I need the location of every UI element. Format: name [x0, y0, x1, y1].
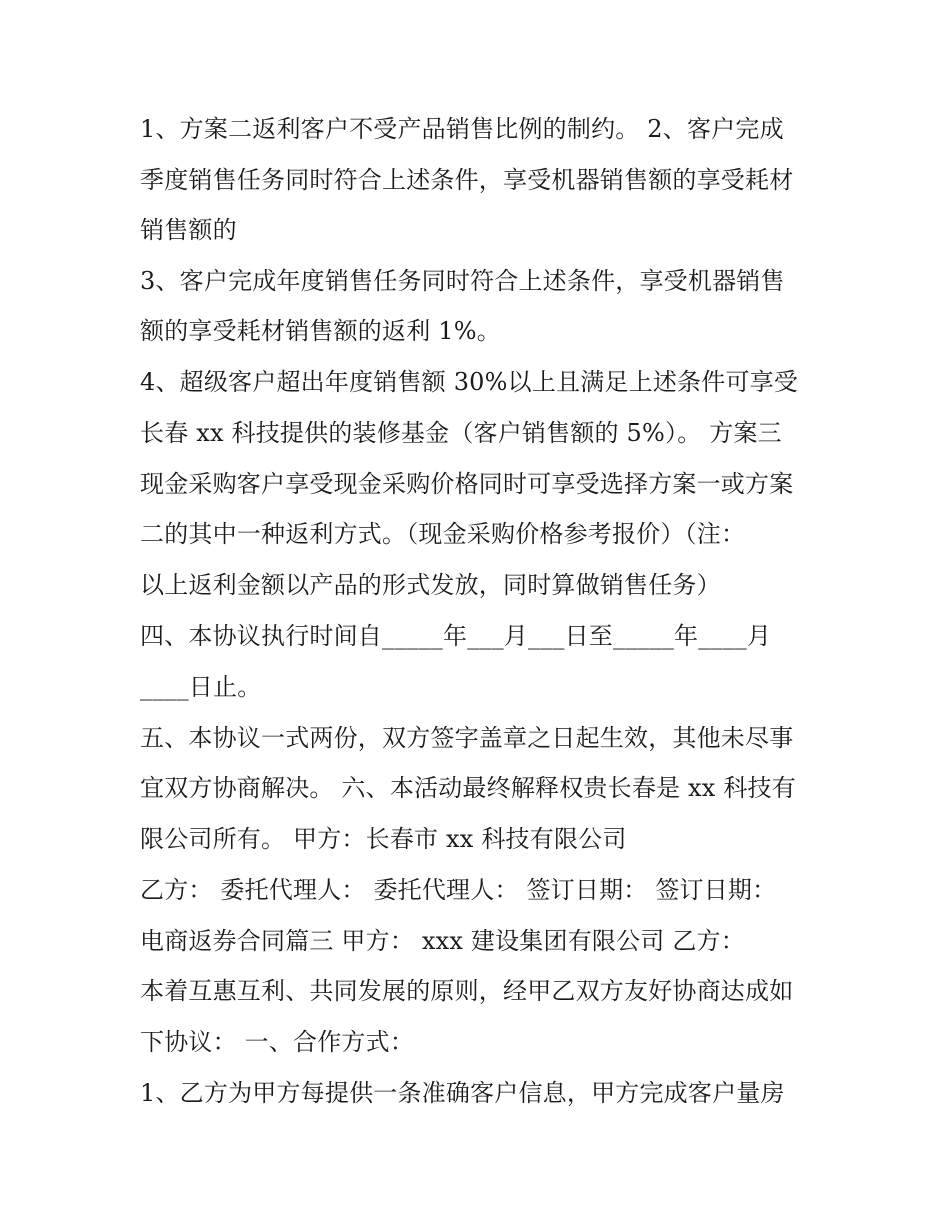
text-line: 五、本协议一式两份，双方签字盖章之日起生效，其他未尽事: [140, 724, 794, 752]
text-line: 电商返券合同篇三 甲方： xxx 建设集团有限公司 乙方：: [140, 927, 745, 955]
text-line: 下协议： 一、合作方式：: [140, 1028, 415, 1056]
text-line: 3、客户完成年度销售任务同时符合上述条件，享受机器销售: [140, 267, 785, 295]
text-line: 现金采购客户享受现金采购价格同时可享受选择方案一或方案: [140, 470, 794, 498]
text-line: ____日止。: [140, 673, 262, 701]
text-line: 本着互惠互利、共同发展的原则，经甲乙双方友好协商达成如: [140, 977, 794, 1005]
text-line: 二的其中一种返利方式。（现金采购价格参考报价）（注：: [140, 520, 746, 548]
text-line: 额的享受耗材销售额的返利 1%。: [140, 317, 501, 345]
text-line: 季度销售任务同时符合上述条件，享受机器销售额的享受耗材: [140, 166, 794, 194]
text-line: 1、方案二返利客户不受产品销售比例的制约。 2、客户完成: [140, 115, 784, 143]
text-line: 四、本协议执行时间自_____年___月___日至_____年____月: [140, 622, 772, 650]
text-line: 宜双方协商解决。 六、本活动最终解释权贵长春是 xx 科技有: [140, 774, 796, 802]
text-line: 乙方： 委托代理人： 委托代理人： 签订日期： 签订日期：: [140, 876, 777, 904]
text-line: 以上返利金额以产品的形式发放，同时算做销售任务）: [140, 571, 721, 599]
text-line: 4、超级客户超出年度销售额 30%以上且满足上述条件可享受: [140, 368, 799, 396]
text-line: 销售额的: [140, 216, 237, 244]
text-line: 长春 xx 科技提供的装修基金（客户销售额的 5%）。 方案三: [140, 419, 782, 447]
text-line: 限公司所有。 甲方：长春市 xx 科技有限公司: [140, 825, 627, 853]
text-line: 1、乙方为甲方每提供一条准确客户信息，甲方完成客户量房: [140, 1079, 785, 1107]
